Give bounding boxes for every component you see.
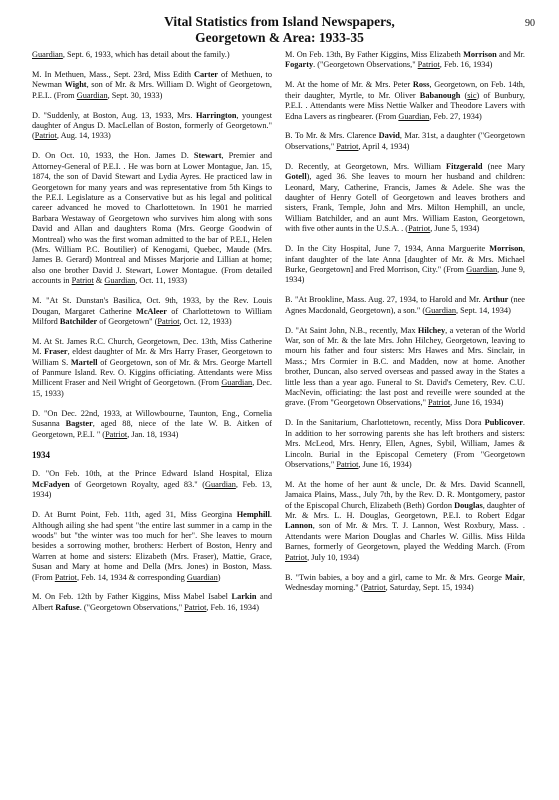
source-name: Patriot	[184, 602, 207, 612]
entry-text: . In addition to her sorrowing parents she has left brothers and sisters: Mrs. McLeod, Mrs. Henry, Ellen, Agnes, Sybil, William, James & Lincoln. Burial in the Episcopal Cemetery (From "Georgetown Observations,"	[285, 418, 525, 469]
vital-record-entry	[32, 469, 272, 500]
surname: Carter	[194, 69, 218, 79]
entry-text: D. In the City Hospital, June 7, 1934, Anna Marguerite	[285, 244, 490, 254]
surname: Larkin	[231, 592, 257, 602]
surname: Stewart	[193, 151, 222, 161]
vital-record-entry	[32, 592, 272, 613]
entry-text: ), aged 36. She leaves to mourn her husband and children: Leonard, Mary, Catherine, Francis, James & Adele. She was the daughter of Henry Gotell of Georgetown and leaves brothers and sisters, Frank, Temple, John and Mrs. Milton Hemphill, an uncle, William Batchilder, and an aunt Mrs. William Easton, Georgetown, with five other aunts in the U.S.A. . (	[285, 172, 525, 234]
entry-text: , a veteran of the World War, son of Mr. & the late Mrs. John Hilchey, Georgetown, leaving to mourn his father and four sisters: Mrs Hawes and Mrs. Sinclair, in Mass.; Mrs Cormier in B.C. and Madden, now at home. Another brother, Duncan, also served overseas and passed away in the States a little less than a year ago. Funeral to St. David's Cemetery, Rev. C.U. MacNevin, officiating: the last post and reveille were sounded at the grave. (From "Georgetown Observations,"	[285, 325, 525, 408]
source-name: Guardian	[205, 479, 236, 489]
entry-text: M. At the home of Mr. & Mrs. Peter	[285, 80, 413, 90]
surname: Batchilder	[59, 316, 98, 326]
entry-text: , Jan. 18, 1934)	[127, 429, 179, 439]
surname: McAleer	[136, 306, 167, 316]
year-heading: 1934	[32, 449, 50, 460]
source-name: Patriot	[336, 141, 359, 151]
entry-text: B. "Twin babies, a boy and a girl, came to Mr. & Mrs. George	[285, 572, 505, 582]
entry-text: of Georgetown" (	[97, 316, 158, 326]
source-name: Guardian	[76, 90, 108, 100]
entry-text: , Sept. 30, 1933)	[107, 90, 163, 100]
entry-text: , Mar. 31st, a daughter ("Georgetown Observations,"	[285, 131, 525, 151]
surname: David	[378, 131, 400, 141]
entry-text: , June 16, 1934)	[450, 398, 504, 408]
vital-record-entry	[285, 480, 525, 563]
source-name: Patriot	[428, 398, 451, 408]
entry-text: , aged 88, niece of the late W. B. Aitken of Georgetown, P.E.I. " (	[32, 419, 273, 439]
entry-text: , Feb. 27, 1934)	[429, 111, 482, 121]
surname: Hilchey	[417, 325, 446, 335]
entry-text: M. At the home of her aunt & uncle, Dr. & Mrs. David Scannell, Jamaica Plains, Mass., July 7th, by the Rev. D. R. Montgomery, pastor of the Episcopal Church, Elizabeth (Beth) Gordon	[285, 479, 525, 510]
entry-text: (	[460, 90, 468, 100]
entry-text: (nee Mary	[482, 161, 525, 171]
title-line-2: Georgetown & Area: 1933-35	[195, 30, 364, 45]
entry-text: . Although ailing she had spent "the entire last summer in a camp in the woods" but "the winter was too much for her". She leaves to mourn besides a sorrowing mother, brothers: Herbert of Boston, Henry and Warren at home and sisters: Elizabeth (Mrs. Fraser), Mattie, Grace, Susan and Mary at home and Della (Mrs. Jones) in Boston, Mass. (From	[32, 510, 272, 582]
entry-text: , Oct. 11, 1933)	[135, 276, 188, 286]
source-name: sic	[467, 90, 477, 100]
source-name: Guardian	[186, 572, 218, 582]
entry-text: M. At St. James R.C. Church, Georgetown, Dec. 13th, Miss Catherine M.	[32, 336, 272, 357]
entry-text: , Oct. 12, 1933)	[179, 316, 232, 326]
source-name: Patriot	[417, 60, 440, 70]
source-name: Patriot	[285, 552, 308, 562]
entry-text: , Feb. 16, 1934)	[439, 60, 493, 70]
entry-text: , Feb. 14, 1934 & corresponding	[76, 572, 187, 582]
entry-text: M. On Feb. 13th, By Father Kiggins, Miss Elizabeth	[285, 50, 464, 59]
vital-record-entry	[285, 244, 525, 286]
vital-record-entry	[285, 162, 525, 235]
entry-text: D. "At Saint John, N.B., recently, Max	[285, 325, 418, 335]
entry-text: , eldest daughter of Mr. & Mrs Harry Fraser, Georgetown to William S.	[32, 347, 273, 367]
source-name: Patriot	[363, 582, 386, 592]
entry-text: B. To Mr. & Mrs. Clarence	[285, 131, 379, 141]
entry-text: &	[93, 276, 105, 286]
source-name: Patriot	[105, 429, 128, 439]
entry-text: , April 4, 1934)	[358, 141, 410, 151]
entry-text: , son of Mr. & Mrs. William D. Wight of Georgetown, P.E.I.. (From	[32, 80, 272, 100]
surname: Fitzgerald	[446, 161, 483, 171]
source-name: Guardian	[398, 111, 430, 121]
entry-text: M. On Feb. 12th by Father Kiggins, Miss Mabel Isabel	[32, 592, 232, 602]
surname: Fraser	[44, 347, 68, 357]
entry-text: B. "At Brookline, Mass. Aug. 27, 1934, to Harold and Mr.	[285, 295, 484, 305]
entry-text: and Albert	[32, 592, 273, 612]
entry-text: . ("Georgetown Observations,"	[313, 60, 418, 70]
surname: Arthur	[483, 295, 509, 305]
page-title	[0, 14, 559, 46]
entry-text: D. "On Dec. 22nd, 1933, at Willowbourne, Taunton, Eng., Cornelia Susanna	[32, 408, 272, 429]
entry-text: , Feb. 16, 1934)	[206, 602, 259, 612]
source-name: Guardian	[32, 50, 63, 59]
vital-record-entry	[285, 50, 525, 71]
entry-text: D. In the Sanitarium, Charlottetown, recently, Miss Dora	[285, 418, 485, 428]
surname: Ross	[412, 80, 430, 90]
entry-text: , Sept. 14, 1934)	[455, 305, 511, 315]
vital-record-entry	[285, 295, 525, 316]
entry-text: , Premier and Attorney-General of P.E.I. . He was born at Lower Montague, Jan. 15, 1874, the son of David Stewart and Lydia Ayres. He practiced law in Georgetown for many years and was representative from 5th Kings to the P.E.I. Legislature as a Conservative but as his legal and political career advanced he moved to Charlottetown. In 1901 he married Barbara Westaway of Georgetown who survives him along with sons David and Allan and daughters Roma (Mrs. George Goodwin of Montreal) who was the first woman admitted to the bar of P.E.I., Helen (Mrs. William P.C. Boutilier) of Kenogami, Quebec, Maude (Mrs. James B. Gerard) Montreal and Misses Marjorie and Lillian at home; also one brother David J. Stewart, Lower Montague. (From detailed accounts in	[32, 151, 272, 286]
vital-record-entry	[32, 151, 272, 286]
vital-record-entry	[32, 296, 272, 327]
surname: Bagster	[65, 419, 93, 429]
vital-record-entry	[285, 80, 525, 122]
entry-text: , June 5, 1934)	[430, 224, 480, 234]
entry-text: , Sept. 6, 1933, which has detail about the family.)	[62, 50, 230, 59]
entry-text: D. "On Feb. 10th, at the Prince Edward Island Hospital, Eliza	[32, 469, 272, 479]
surname: Babanough	[419, 90, 461, 100]
entry-text: of Georgetown Royalty, aged 83." (	[69, 479, 205, 489]
source-name: Guardian	[104, 276, 136, 286]
entry-text: ) of Bunbury, P.E.I. . Attendants were Miss Nettie Walker and Theodore Lavers with Edna Lavers as ringbearer. (From	[285, 90, 525, 121]
source-name: Guardian	[466, 264, 498, 274]
right-column	[285, 50, 525, 603]
surname: Hemphill	[236, 510, 270, 520]
entry-text: , June 16, 1934)	[358, 459, 412, 469]
surname: Morrison	[489, 244, 523, 254]
entry-text: M. "At St. Dunstan's Basilica, Oct. 9th, 1933, by the Rev. Louis Dougan, Margaret Catherine	[32, 296, 272, 316]
left-column	[32, 50, 272, 623]
entry-text: , youngest daughter of Angus D. MacLellan of Boston, formerly of Georgetown." (	[32, 110, 273, 141]
vital-record-entry	[285, 326, 525, 409]
vital-record-entry	[285, 573, 525, 594]
source-name: Patriot	[336, 459, 359, 469]
vital-record-entry	[32, 70, 272, 101]
entry-text: , Feb. 13, 1934)	[32, 479, 272, 500]
entry-text: of Charlottetown to William Milford	[32, 306, 272, 326]
entry-text: , June 9, 1934)	[285, 264, 525, 285]
entry-text: . ("Georgetown Observations,"	[79, 602, 185, 612]
entry-text: D. On Oct. 10, 1933, the Hon. James D.	[32, 151, 194, 161]
source-name: Guardian	[221, 378, 253, 388]
entry-text: D. Recently, at Georgetown, Mrs. William	[285, 161, 447, 171]
surname: Fogarty	[285, 60, 314, 70]
surname: Harrington	[195, 110, 237, 120]
source-name: Guardian	[425, 305, 456, 315]
surname: Lannon	[285, 521, 313, 531]
vital-record-entry	[285, 131, 525, 152]
entry-text: (nee Agnes Macdonald, Georgetown), a son." (	[285, 295, 525, 315]
vital-record-entry	[285, 418, 525, 470]
entry-text: , Saturday, Sept. 15, 1934)	[385, 582, 474, 592]
entry-text: M. In Methuen, Mass., Sept. 23rd, Miss Edith	[32, 69, 195, 79]
surname: Martell	[70, 357, 98, 367]
entry-text: , infant daughter of the late Anna [daughter of Mr. & Mrs. Michael Burke, Georgetown] and Fred Morrison, City." (From	[285, 244, 525, 274]
vital-record-entry	[32, 111, 272, 142]
title-line-1: Vital Statistics from Island Newspapers,	[164, 14, 395, 29]
source-name: Patriot	[157, 316, 180, 326]
source-name: Patriot	[54, 572, 77, 582]
vital-record-entry	[32, 409, 272, 440]
entry-text: and Mr.	[496, 50, 525, 59]
entry-text: , daughter of Mr. & Mrs. L. H. Douglas, Georgetown, P.E.I. to Robert Edgar	[285, 500, 525, 521]
surname: Mair	[504, 572, 523, 582]
vital-record-entry	[32, 510, 272, 583]
surname: Wight	[64, 80, 87, 90]
source-name: Patriot	[71, 276, 94, 286]
source-name: Patriot	[34, 131, 57, 141]
entry-text: , Aug. 14, 1933)	[56, 131, 111, 141]
entry-text: , Dec. 15, 1933)	[32, 378, 272, 398]
entry-text: )	[217, 572, 221, 582]
entry-text: D. "Suddenly, at Boston, Aug. 13, 1933, Mrs.	[32, 110, 196, 120]
entry-text: , son of Mr. & Mrs. T. J. Lannon, West Roxbury, Mass. . Attendants were Marion Douglas and Charles W. Gillis. Miss Hilda Barnes, formerly of Georgetown, played the Wedding March. (From	[285, 521, 525, 552]
entry-text: of Georgetown, son of Mr. & Mrs. George Martell of Panmure Island. Rev. O. Kiggins officiating. Attendants were Miss Millicent Fraser and Neil Wright of Georgetown. (From	[32, 357, 272, 388]
page-number: 90	[525, 18, 535, 29]
source-name: Patriot	[408, 224, 431, 234]
surname: Publicover	[484, 418, 523, 428]
vital-record-entry	[32, 337, 272, 399]
entry-text: of Methuen, to Newman	[32, 69, 272, 90]
surname: McFadyen	[32, 479, 70, 489]
entry-text: , Wednesday morning." (	[285, 572, 525, 592]
entry-text: D. At Burnt Point, Feb. 11th, aged 31, Miss Georgina	[32, 510, 237, 520]
vital-record-entry	[32, 50, 272, 60]
surname: Morrison	[463, 50, 497, 59]
entry-text: , July 10, 1934)	[307, 552, 359, 562]
surname: Gotell	[285, 172, 307, 182]
surname: Douglas	[454, 500, 483, 510]
surname: Rafuse	[55, 602, 80, 612]
entry-text: , Georgetown, on Feb. 14th, their daughter, Myrtle, to Mr. Oliver	[285, 80, 525, 100]
